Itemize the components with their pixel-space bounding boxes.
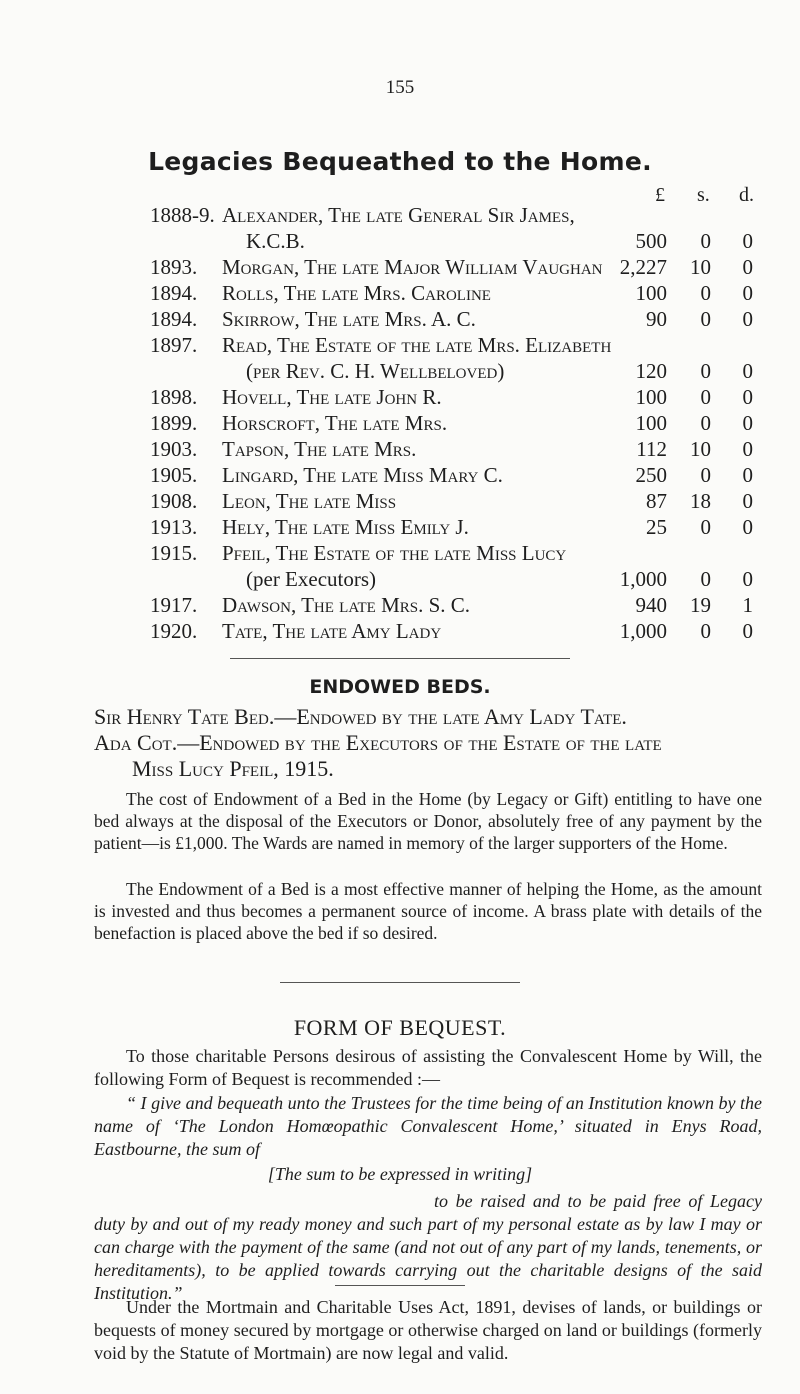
legacy-name: Lingard, The late Miss Mary C.	[222, 463, 503, 487]
legacy-row	[0, 619, 800, 645]
legacy-year: 1917.	[150, 593, 198, 617]
endowed-beds-title: ENDOWED BEDS.	[309, 676, 491, 698]
legacy-shillings: 10	[690, 437, 711, 461]
legacy-name: Leon, The late Miss	[222, 489, 397, 513]
legacy-year: 1905.	[150, 463, 198, 487]
bequest-form-text: “ I give and bequeath unto the Trustees for the time being of an Institution known by the name of ‘The London Homœopathic Convalescent Home,’ situated in Enys Road, Eastbourne, the sum of	[94, 1093, 762, 1159]
mortmain-text: Under the Mortmain and Charitable Uses Act, 1891, devises of lands, or buildings or bequests of money secured by mortgage or otherwise charged on land or buildings (formerly void by the Statute of Mortmain) are now legal and valid.	[94, 1297, 762, 1363]
legacy-year: 1908.	[150, 489, 198, 513]
legacy-row	[0, 281, 800, 307]
pence-header: d.	[739, 184, 754, 206]
bequest-intro	[94, 1045, 762, 1091]
legacy-pounds: 100	[635, 281, 667, 305]
legacy-year: 1920.	[150, 619, 198, 643]
legacy-name: Hovell, The late John R.	[222, 385, 442, 409]
bequest-form-text: to be raised and to be paid free of Legacy duty by and out of my ready money and such part of my personal estate as by law I may or can charge with the payment of the same (and not out of any part of my lands, tenements, or hereditaments), to be applied towards carrying out the charitable designs of the said Institution.”	[94, 1191, 762, 1303]
legacy-pence: 0	[742, 515, 753, 539]
legacy-year: 1899.	[150, 411, 198, 435]
legacy-pounds: 120	[635, 359, 667, 383]
legacy-pounds: 500	[635, 229, 667, 253]
legacy-pence: 0	[742, 255, 753, 279]
paragraph-text: The cost of Endowment of a Bed in the Home (by Legacy or Gift) entitling to have one bed always at the disposal of the Executors or Donor, absolutely free of any payment by the patient—is £1,000. The Wards are named in memory of the larger supporters of the Home.	[94, 789, 762, 853]
legacy-year: 1894.	[150, 281, 198, 305]
bequest-form-part2	[94, 1190, 762, 1305]
legacy-pounds: 87	[646, 489, 667, 513]
legacy-pounds: 100	[635, 385, 667, 409]
legacy-row	[0, 307, 800, 333]
legacy-row	[0, 255, 800, 281]
legacy-pounds: 90	[646, 307, 667, 331]
legacy-shillings: 0	[700, 359, 711, 383]
legacy-name: Read, The Estate of the late Mrs. Elizabeth	[222, 333, 612, 357]
legacy-pence: 0	[742, 229, 753, 253]
paragraph-text: The Endowment of a Bed is a most effective manner of helping the Home, as the amount is invested and thus becomes a permanent source of income. A brass plate with details of the benefaction is placed above the bed if so desired.	[94, 879, 762, 943]
bequest-intro-text: To those charitable Persons desirous of assisting the Convalescent Home by Will, the following Form of Bequest is recommended :—	[94, 1046, 762, 1089]
legacy-shillings: 0	[700, 567, 711, 591]
legacy-year: 1897.	[150, 333, 198, 357]
legacy-row	[0, 593, 800, 619]
bed-ada-cot-cont: Miss Lucy Pfeil, 1915.	[132, 756, 334, 781]
legacy-shillings: 0	[700, 619, 711, 643]
legacy-pence: 0	[742, 385, 753, 409]
legacy-name-cont: K.C.B.	[246, 229, 305, 253]
legacy-shillings: 0	[700, 229, 711, 253]
mortmain-paragraph	[94, 1296, 762, 1365]
page-number: 155	[385, 77, 415, 98]
legacy-shillings: 0	[700, 515, 711, 539]
legacy-year: 1898.	[150, 385, 198, 409]
legacy-shillings: 0	[700, 307, 711, 331]
legacy-shillings: 0	[700, 463, 711, 487]
form-of-bequest-title: FORM OF BEQUEST.	[293, 1015, 507, 1040]
shillings-header: s.	[697, 184, 710, 206]
legacy-shillings: 18	[690, 489, 711, 513]
legacy-pence: 0	[742, 307, 753, 331]
legacy-row-cont	[0, 229, 800, 255]
bequest-sum-line: [The sum to be expressed in writing]	[267, 1164, 533, 1184]
legacy-row	[0, 411, 800, 437]
legacy-name: Skirrow, The late Mrs. A. C.	[222, 307, 476, 331]
legacy-pounds: 100	[635, 411, 667, 435]
legacy-row	[0, 385, 800, 411]
legacy-year: 1888-9.	[150, 203, 215, 227]
endowment-benefit-paragraph	[94, 878, 762, 944]
legacy-pounds: 250	[635, 463, 667, 487]
legacy-year: 1915.	[150, 541, 198, 565]
legacy-pounds: 1,000	[619, 619, 667, 643]
legacy-pounds: 2,227	[619, 255, 667, 279]
section-divider	[230, 658, 570, 659]
legacy-row	[0, 489, 800, 515]
legacy-year: 1894.	[150, 307, 198, 331]
legacy-row	[0, 541, 800, 567]
legacy-name: Horscroft, The late Mrs.	[222, 411, 448, 435]
legacy-row-cont	[0, 567, 800, 593]
legacy-row	[0, 463, 800, 489]
section-divider	[280, 982, 520, 983]
bed-tate: Sir Henry Tate Bed.—Endowed by the late Amy Lady Tate.	[94, 704, 627, 729]
pounds-header: £	[655, 184, 665, 206]
legacy-year: 1913.	[150, 515, 198, 539]
legacy-pence: 0	[742, 359, 753, 383]
legacy-name: Dawson, The late Mrs. S. C.	[222, 593, 471, 617]
section-divider	[335, 1285, 465, 1286]
legacy-pence: 0	[742, 281, 753, 305]
legacy-row	[0, 515, 800, 541]
legacy-year: 1893.	[150, 255, 198, 279]
legacy-shillings: 0	[700, 281, 711, 305]
legacy-name: Hely, The late Miss Emily J.	[222, 515, 469, 539]
legacy-pence: 0	[742, 463, 753, 487]
legacy-name: Tapson, The late Mrs.	[222, 437, 417, 461]
bequest-form-part1	[94, 1092, 762, 1161]
legacy-row	[0, 437, 800, 463]
legacy-pence: 0	[742, 567, 753, 591]
legacy-row	[0, 333, 800, 359]
legacy-pounds: 25	[646, 515, 667, 539]
legacy-name-cont: (per Executors)	[246, 567, 377, 591]
legacies-title: Legacies Bequeathed to the Home.	[148, 147, 652, 176]
legacy-pounds: 1,000	[619, 567, 667, 591]
legacy-name: Alexander, The late General Sir James,	[222, 203, 575, 227]
legacy-shillings: 0	[700, 411, 711, 435]
legacy-shillings: 19	[690, 593, 711, 617]
legacy-name: Morgan, The late Major William Vaughan	[222, 255, 603, 279]
legacy-pence: 0	[742, 489, 753, 513]
legacy-pence: 1	[742, 593, 753, 617]
legacy-name: Rolls, The late Mrs. Caroline	[222, 281, 491, 305]
legacy-pence: 0	[742, 437, 753, 461]
bed-ada-cot: Ada Cot.—Endowed by the Executors of the Estate of the late	[94, 730, 662, 755]
legacy-pounds: 940	[635, 593, 667, 617]
legacy-name: Pfeil, The Estate of the late Miss Lucy	[222, 541, 567, 565]
legacy-row	[0, 203, 800, 229]
legacy-year: 1903.	[150, 437, 198, 461]
legacy-name: Tate, The late Amy Lady	[222, 619, 442, 643]
legacy-row-cont	[0, 359, 800, 385]
legacy-shillings: 0	[700, 385, 711, 409]
endowment-cost-paragraph	[94, 788, 762, 854]
legacy-pence: 0	[742, 619, 753, 643]
legacy-shillings: 10	[690, 255, 711, 279]
legacy-name-cont: (per Rev. C. H. Wellbeloved)	[246, 359, 505, 383]
legacy-pounds: 112	[636, 437, 667, 461]
legacy-pence: 0	[742, 411, 753, 435]
